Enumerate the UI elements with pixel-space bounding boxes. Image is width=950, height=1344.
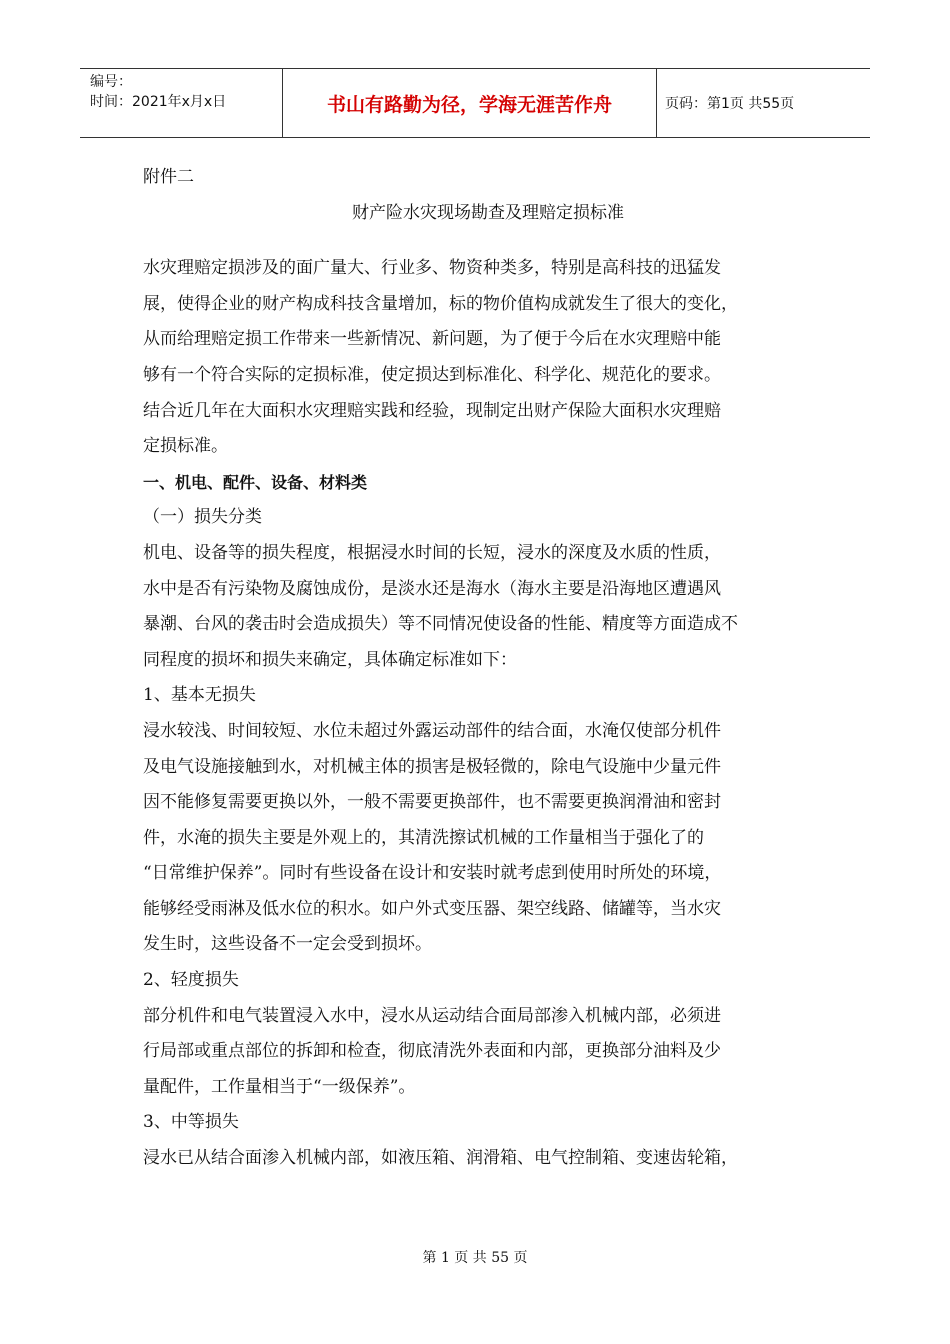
body-line: 因不能修复需要更换以外，一般不需要更换部件，也不需要更换润滑油和密封 [143,792,721,813]
body-line: 件，水淹的损失主要是外观上的，其清洗擦试机械的工作量相当于强化了的 [143,827,704,848]
document-body [143,160,833,1177]
document-title: 财产险水灾现场勘查及理赔定损标准 [352,202,624,223]
page-footer: 第 1 页 共 55 页 [422,1250,528,1266]
header-page-info: 页码：第1页 共55页 [665,96,795,112]
intro-line: 从而给理赔定损工作带来一些新情况、新问题，为了便于今后在水灾理赔中能 [143,329,721,350]
body-line: “日常维护保养”。同时有些设备在设计和安装时就考虑到使用时所处的环境， [143,863,722,884]
body-line: 同程度的损坏和损失来确定，具体确定标准如下： [143,649,517,670]
section-heading: 一、机电、配件、设备、材料类 [143,472,368,492]
body-line: 浸水较浅、时间较短、水位未超过外露运动部件的结合面，水淹仅使部分机件 [143,720,721,741]
header-meta [80,69,282,137]
attachment-label: 附件二 [143,167,194,187]
document-header [80,68,870,138]
body-line: 发生时，这些设备不一定会受到损坏。 [143,934,432,955]
intro-line: 结合近几年在大面积水灾理赔实践和经验，现制定出财产保险大面积水灾理赔 [143,400,721,421]
item-heading: 1、基本无损失 [143,685,256,706]
body-line: 暴潮、台风的袭击时会造成损失）等不同情况使设备的性能、精度等方面造成不 [143,614,738,635]
body-line: 机电、设备等的损失程度，根据浸水时间的长短，浸水的深度及水质的性质， [143,542,721,563]
body-line: 浸水已从结合面渗入机械内部，如液压箱、润滑箱、电气控制箱、变速齿轮箱， [143,1148,738,1169]
body-line: 行局部或重点部位的拆卸和检查，彻底清洗外表面和内部，更换部分油料及少 [143,1041,721,1062]
intro-line: 展，使得企业的财产构成科技含量增加，标的物价值构成就发生了很大的变化， [143,293,738,314]
item-heading: 2、轻度损失 [143,970,239,991]
date-line: 时间：2021年x月x日 [90,94,227,110]
body-line: 能够经受雨淋及低水位的积水。如户外式变压器、架空线路、储罐等，当水灾 [143,898,721,919]
intro-line: 水灾理赔定损涉及的面广量大、行业多、物资种类多，特别是高科技的迅猛发 [143,258,721,279]
body-line: 部分机件和电气装置浸入水中，浸水从运动结合面局部渗入机械内部，必须进 [143,1005,721,1026]
code-label: 编号： [90,74,132,90]
body-line: 水中是否有污染物及腐蚀成份，是淡水还是海水（海水主要是沿海地区遭遇风 [143,578,721,599]
intro-line: 定损标准。 [143,436,228,457]
intro-line: 够有一个符合实际的定损标准，使定损达到标准化、科学化、规范化的要求。 [143,364,721,385]
subsection-heading: （一）损失分类 [143,507,262,528]
body-line: 及电气设施接触到水，对机械主体的损害是极轻微的，除电气设施中少量元件 [143,756,721,777]
body-line: 量配件，工作量相当于“一级保养”。 [143,1076,416,1097]
item-heading: 3、中等损失 [143,1112,239,1133]
header-motto: 书山有路勤为径，学海无涯苦作舟 [282,69,657,137]
